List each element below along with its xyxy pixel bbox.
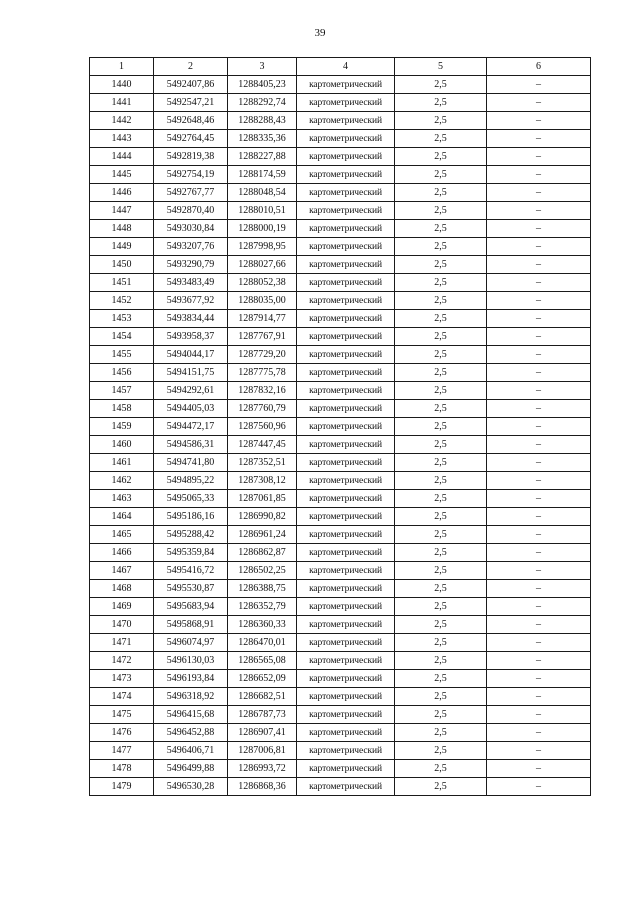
point-number-cell: 1452	[90, 292, 154, 310]
note-cell: –	[487, 76, 591, 94]
table-row	[90, 166, 591, 184]
accuracy-cell: 2,5	[395, 202, 487, 220]
coordinate-x-cell: 5496530,28	[154, 778, 228, 796]
coordinate-x-cell: 5495065,33	[154, 490, 228, 508]
table-row	[90, 742, 591, 760]
method-cell: картометрический	[297, 418, 395, 436]
accuracy-cell: 2,5	[395, 580, 487, 598]
accuracy-cell: 2,5	[395, 166, 487, 184]
accuracy-cell: 2,5	[395, 418, 487, 436]
accuracy-cell: 2,5	[395, 544, 487, 562]
coordinate-y-cell: 1288052,38	[228, 274, 297, 292]
point-number-cell: 1473	[90, 670, 154, 688]
coordinate-y-cell: 1286470,01	[228, 634, 297, 652]
coordinate-x-cell: 5496130,03	[154, 652, 228, 670]
table-row	[90, 274, 591, 292]
coordinate-y-cell: 1286652,09	[228, 670, 297, 688]
method-cell: картометрический	[297, 454, 395, 472]
note-cell: –	[487, 94, 591, 112]
accuracy-cell: 2,5	[395, 382, 487, 400]
coordinate-y-cell: 1288405,23	[228, 76, 297, 94]
method-cell: картометрический	[297, 184, 395, 202]
coordinate-x-cell: 5492754,19	[154, 166, 228, 184]
method-cell: картометрический	[297, 274, 395, 292]
coordinate-x-cell: 5494472,17	[154, 418, 228, 436]
note-cell: –	[487, 130, 591, 148]
point-number-cell: 1461	[90, 454, 154, 472]
method-cell: картометрический	[297, 76, 395, 94]
coordinate-y-cell: 1287767,91	[228, 328, 297, 346]
coordinate-x-cell: 5493207,76	[154, 238, 228, 256]
point-number-cell: 1441	[90, 94, 154, 112]
point-number-cell: 1477	[90, 742, 154, 760]
point-number-cell: 1466	[90, 544, 154, 562]
point-number-cell: 1459	[90, 418, 154, 436]
method-cell: картометрический	[297, 346, 395, 364]
accuracy-cell: 2,5	[395, 256, 487, 274]
note-cell: –	[487, 202, 591, 220]
coordinates-table	[89, 57, 591, 796]
method-cell: картометрический	[297, 688, 395, 706]
table-row	[90, 652, 591, 670]
coordinate-y-cell: 1286961,24	[228, 526, 297, 544]
accuracy-cell: 2,5	[395, 472, 487, 490]
point-number-cell: 1447	[90, 202, 154, 220]
point-number-cell: 1469	[90, 598, 154, 616]
accuracy-cell: 2,5	[395, 274, 487, 292]
method-cell: картометрический	[297, 220, 395, 238]
note-cell: –	[487, 778, 591, 796]
accuracy-cell: 2,5	[395, 400, 487, 418]
point-number-cell: 1444	[90, 148, 154, 166]
note-cell: –	[487, 166, 591, 184]
coordinate-y-cell: 1286862,87	[228, 544, 297, 562]
note-cell: –	[487, 742, 591, 760]
point-number-cell: 1476	[90, 724, 154, 742]
coordinate-y-cell: 1288292,74	[228, 94, 297, 112]
note-cell: –	[487, 418, 591, 436]
point-number-cell: 1467	[90, 562, 154, 580]
coordinate-y-cell: 1288035,00	[228, 292, 297, 310]
table-row	[90, 706, 591, 724]
table-row	[90, 238, 591, 256]
table-row	[90, 760, 591, 778]
table-row	[90, 778, 591, 796]
table-row	[90, 544, 591, 562]
coordinate-y-cell: 1286787,73	[228, 706, 297, 724]
coordinate-x-cell: 5492547,21	[154, 94, 228, 112]
coordinate-y-cell: 1288000,19	[228, 220, 297, 238]
coordinate-y-cell: 1286360,33	[228, 616, 297, 634]
accuracy-cell: 2,5	[395, 94, 487, 112]
coordinate-x-cell: 5495683,94	[154, 598, 228, 616]
table-row	[90, 490, 591, 508]
accuracy-cell: 2,5	[395, 130, 487, 148]
accuracy-cell: 2,5	[395, 184, 487, 202]
accuracy-cell: 2,5	[395, 112, 487, 130]
point-number-cell: 1474	[90, 688, 154, 706]
coordinate-y-cell: 1286907,41	[228, 724, 297, 742]
coordinate-y-cell: 1286682,51	[228, 688, 297, 706]
accuracy-cell: 2,5	[395, 364, 487, 382]
point-number-cell: 1442	[90, 112, 154, 130]
method-cell: картометрический	[297, 202, 395, 220]
coordinate-x-cell: 5496318,92	[154, 688, 228, 706]
table-row	[90, 562, 591, 580]
coordinate-y-cell: 1287061,85	[228, 490, 297, 508]
accuracy-cell: 2,5	[395, 346, 487, 364]
coordinate-x-cell: 5495359,84	[154, 544, 228, 562]
method-cell: картометрический	[297, 328, 395, 346]
table-row	[90, 310, 591, 328]
method-cell: картометрический	[297, 580, 395, 598]
coordinate-x-cell: 5496415,68	[154, 706, 228, 724]
method-cell: картометрический	[297, 310, 395, 328]
coordinate-y-cell: 1287729,20	[228, 346, 297, 364]
note-cell: –	[487, 616, 591, 634]
method-cell: картометрический	[297, 256, 395, 274]
point-number-cell: 1463	[90, 490, 154, 508]
note-cell: –	[487, 598, 591, 616]
coordinate-x-cell: 5492764,45	[154, 130, 228, 148]
table-row	[90, 724, 591, 742]
note-cell: –	[487, 526, 591, 544]
method-cell: картометрический	[297, 112, 395, 130]
point-number-cell: 1470	[90, 616, 154, 634]
note-cell: –	[487, 328, 591, 346]
point-number-cell: 1460	[90, 436, 154, 454]
note-cell: –	[487, 364, 591, 382]
method-cell: картометрический	[297, 778, 395, 796]
coordinate-x-cell: 5494292,61	[154, 382, 228, 400]
coordinate-y-cell: 1287006,81	[228, 742, 297, 760]
method-cell: картометрический	[297, 166, 395, 184]
accuracy-cell: 2,5	[395, 724, 487, 742]
note-cell: –	[487, 238, 591, 256]
note-cell: –	[487, 562, 591, 580]
note-cell: –	[487, 724, 591, 742]
method-cell: картометрический	[297, 400, 395, 418]
coordinate-x-cell: 5495186,16	[154, 508, 228, 526]
note-cell: –	[487, 634, 591, 652]
header-cell: 4	[297, 58, 395, 76]
point-number-cell: 1462	[90, 472, 154, 490]
coordinate-y-cell: 1288227,88	[228, 148, 297, 166]
accuracy-cell: 2,5	[395, 526, 487, 544]
accuracy-cell: 2,5	[395, 562, 487, 580]
point-number-cell: 1443	[90, 130, 154, 148]
note-cell: –	[487, 346, 591, 364]
table-row	[90, 184, 591, 202]
method-cell: картометрический	[297, 364, 395, 382]
coordinate-x-cell: 5494405,03	[154, 400, 228, 418]
point-number-cell: 1464	[90, 508, 154, 526]
method-cell: картометрический	[297, 742, 395, 760]
coordinate-x-cell: 5495868,91	[154, 616, 228, 634]
note-cell: –	[487, 508, 591, 526]
accuracy-cell: 2,5	[395, 508, 487, 526]
table-row	[90, 418, 591, 436]
accuracy-cell: 2,5	[395, 328, 487, 346]
method-cell: картометрический	[297, 616, 395, 634]
table-row	[90, 382, 591, 400]
table-row	[90, 598, 591, 616]
table-body	[90, 76, 591, 796]
table-row	[90, 112, 591, 130]
accuracy-cell: 2,5	[395, 436, 487, 454]
table-row	[90, 688, 591, 706]
table-row	[90, 670, 591, 688]
table-row	[90, 292, 591, 310]
note-cell: –	[487, 544, 591, 562]
coordinate-y-cell: 1286990,82	[228, 508, 297, 526]
coordinate-x-cell: 5492819,38	[154, 148, 228, 166]
point-number-cell: 1455	[90, 346, 154, 364]
table-row	[90, 364, 591, 382]
table-row	[90, 220, 591, 238]
table-row	[90, 634, 591, 652]
point-number-cell: 1454	[90, 328, 154, 346]
method-cell: картометрический	[297, 472, 395, 490]
table-row	[90, 616, 591, 634]
method-cell: картометрический	[297, 382, 395, 400]
coordinate-y-cell: 1287998,95	[228, 238, 297, 256]
method-cell: картометрический	[297, 436, 395, 454]
note-cell: –	[487, 652, 591, 670]
coordinate-y-cell: 1286502,25	[228, 562, 297, 580]
method-cell: картометрический	[297, 670, 395, 688]
coordinate-x-cell: 5493483,49	[154, 274, 228, 292]
point-number-cell: 1450	[90, 256, 154, 274]
coordinate-x-cell: 5495288,42	[154, 526, 228, 544]
table-row	[90, 202, 591, 220]
point-number-cell: 1458	[90, 400, 154, 418]
coordinate-y-cell: 1288288,43	[228, 112, 297, 130]
accuracy-cell: 2,5	[395, 238, 487, 256]
point-number-cell: 1468	[90, 580, 154, 598]
accuracy-cell: 2,5	[395, 778, 487, 796]
note-cell: –	[487, 688, 591, 706]
table-row	[90, 580, 591, 598]
note-cell: –	[487, 490, 591, 508]
note-cell: –	[487, 580, 591, 598]
coordinate-x-cell: 5493958,37	[154, 328, 228, 346]
page-number: 39	[314, 27, 326, 39]
coordinate-y-cell: 1287914,77	[228, 310, 297, 328]
note-cell: –	[487, 760, 591, 778]
accuracy-cell: 2,5	[395, 652, 487, 670]
method-cell: картометрический	[297, 652, 395, 670]
note-cell: –	[487, 148, 591, 166]
coordinate-x-cell: 5494044,17	[154, 346, 228, 364]
point-number-cell: 1448	[90, 220, 154, 238]
coordinate-y-cell: 1286352,79	[228, 598, 297, 616]
coordinate-y-cell: 1286993,72	[228, 760, 297, 778]
coordinate-y-cell: 1286388,75	[228, 580, 297, 598]
coordinate-y-cell: 1287308,12	[228, 472, 297, 490]
method-cell: картометрический	[297, 490, 395, 508]
point-number-cell: 1440	[90, 76, 154, 94]
coordinate-y-cell: 1287447,45	[228, 436, 297, 454]
point-number-cell: 1451	[90, 274, 154, 292]
method-cell: картометрический	[297, 706, 395, 724]
coordinate-y-cell: 1288048,54	[228, 184, 297, 202]
note-cell: –	[487, 256, 591, 274]
note-cell: –	[487, 670, 591, 688]
table-row	[90, 76, 591, 94]
point-number-cell: 1445	[90, 166, 154, 184]
coordinate-y-cell: 1287832,16	[228, 382, 297, 400]
note-cell: –	[487, 400, 591, 418]
accuracy-cell: 2,5	[395, 598, 487, 616]
accuracy-cell: 2,5	[395, 670, 487, 688]
coordinate-x-cell: 5492648,46	[154, 112, 228, 130]
note-cell: –	[487, 112, 591, 130]
note-cell: –	[487, 310, 591, 328]
note-cell: –	[487, 472, 591, 490]
table-row	[90, 328, 591, 346]
coordinate-y-cell: 1287352,51	[228, 454, 297, 472]
point-number-cell: 1475	[90, 706, 154, 724]
accuracy-cell: 2,5	[395, 76, 487, 94]
note-cell: –	[487, 292, 591, 310]
table-row	[90, 526, 591, 544]
point-number-cell: 1449	[90, 238, 154, 256]
coordinate-x-cell: 5496452,88	[154, 724, 228, 742]
note-cell: –	[487, 706, 591, 724]
accuracy-cell: 2,5	[395, 148, 487, 166]
point-number-cell: 1453	[90, 310, 154, 328]
coordinate-x-cell: 5496406,71	[154, 742, 228, 760]
method-cell: картометрический	[297, 634, 395, 652]
method-cell: картометрический	[297, 562, 395, 580]
accuracy-cell: 2,5	[395, 706, 487, 724]
coordinate-y-cell: 1287560,96	[228, 418, 297, 436]
coordinate-x-cell: 5495416,72	[154, 562, 228, 580]
table-row	[90, 454, 591, 472]
accuracy-cell: 2,5	[395, 454, 487, 472]
header-cell: 2	[154, 58, 228, 76]
point-number-cell: 1471	[90, 634, 154, 652]
header-cell: 3	[228, 58, 297, 76]
coordinate-y-cell: 1287760,79	[228, 400, 297, 418]
method-cell: картометрический	[297, 544, 395, 562]
note-cell: –	[487, 382, 591, 400]
accuracy-cell: 2,5	[395, 634, 487, 652]
table-header-row	[90, 58, 591, 76]
coordinate-x-cell: 5494586,31	[154, 436, 228, 454]
table-row	[90, 148, 591, 166]
accuracy-cell: 2,5	[395, 490, 487, 508]
point-number-cell: 1478	[90, 760, 154, 778]
method-cell: картометрический	[297, 598, 395, 616]
table-row	[90, 472, 591, 490]
coordinate-x-cell: 5492767,77	[154, 184, 228, 202]
header-cell: 5	[395, 58, 487, 76]
coordinate-x-cell: 5496193,84	[154, 670, 228, 688]
method-cell: картометрический	[297, 148, 395, 166]
method-cell: картометрический	[297, 292, 395, 310]
note-cell: –	[487, 220, 591, 238]
coordinate-y-cell: 1286868,36	[228, 778, 297, 796]
coordinate-x-cell: 5493677,92	[154, 292, 228, 310]
table-row	[90, 436, 591, 454]
note-cell: –	[487, 274, 591, 292]
coordinate-x-cell: 5494895,22	[154, 472, 228, 490]
coordinate-x-cell: 5492407,86	[154, 76, 228, 94]
method-cell: картометрический	[297, 508, 395, 526]
coordinate-y-cell: 1288174,59	[228, 166, 297, 184]
table-row	[90, 508, 591, 526]
coordinate-x-cell: 5492870,40	[154, 202, 228, 220]
coordinate-y-cell: 1287775,78	[228, 364, 297, 382]
table-row	[90, 94, 591, 112]
point-number-cell: 1456	[90, 364, 154, 382]
accuracy-cell: 2,5	[395, 760, 487, 778]
coordinate-x-cell: 5494741,80	[154, 454, 228, 472]
method-cell: картометрический	[297, 130, 395, 148]
coordinate-x-cell: 5493834,44	[154, 310, 228, 328]
accuracy-cell: 2,5	[395, 292, 487, 310]
coordinate-x-cell: 5494151,75	[154, 364, 228, 382]
accuracy-cell: 2,5	[395, 310, 487, 328]
coordinate-x-cell: 5496074,97	[154, 634, 228, 652]
table-row	[90, 130, 591, 148]
table-row	[90, 346, 591, 364]
coordinate-y-cell: 1286565,08	[228, 652, 297, 670]
point-number-cell: 1446	[90, 184, 154, 202]
coordinate-x-cell: 5493290,79	[154, 256, 228, 274]
coordinate-y-cell: 1288010,51	[228, 202, 297, 220]
coordinate-x-cell: 5493030,84	[154, 220, 228, 238]
accuracy-cell: 2,5	[395, 742, 487, 760]
method-cell: картометрический	[297, 760, 395, 778]
method-cell: картометрический	[297, 724, 395, 742]
header-cell: 6	[487, 58, 591, 76]
coordinate-y-cell: 1288335,36	[228, 130, 297, 148]
accuracy-cell: 2,5	[395, 688, 487, 706]
point-number-cell: 1472	[90, 652, 154, 670]
note-cell: –	[487, 184, 591, 202]
accuracy-cell: 2,5	[395, 616, 487, 634]
accuracy-cell: 2,5	[395, 220, 487, 238]
coordinate-x-cell: 5495530,87	[154, 580, 228, 598]
header-cell: 1	[90, 58, 154, 76]
point-number-cell: 1479	[90, 778, 154, 796]
coordinate-y-cell: 1288027,66	[228, 256, 297, 274]
note-cell: –	[487, 454, 591, 472]
note-cell: –	[487, 436, 591, 454]
method-cell: картометрический	[297, 94, 395, 112]
table-row	[90, 256, 591, 274]
method-cell: картометрический	[297, 526, 395, 544]
point-number-cell: 1457	[90, 382, 154, 400]
point-number-cell: 1465	[90, 526, 154, 544]
table-row	[90, 400, 591, 418]
method-cell: картометрический	[297, 238, 395, 256]
coordinate-x-cell: 5496499,88	[154, 760, 228, 778]
